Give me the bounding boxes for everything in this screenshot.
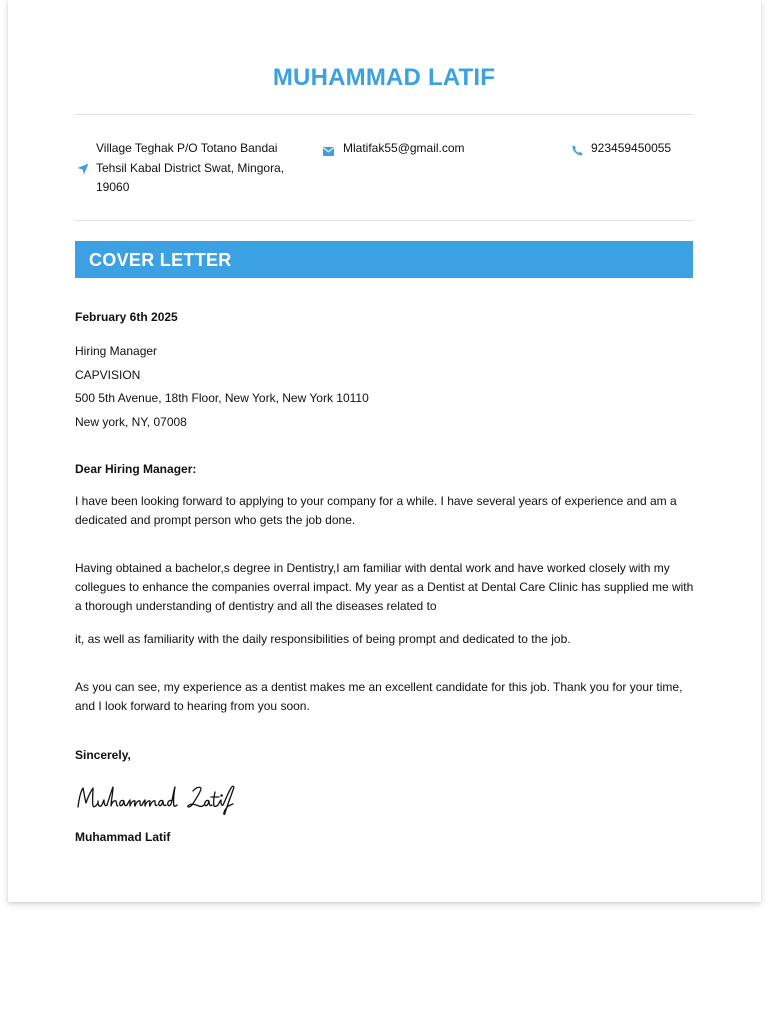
- envelope-icon: [323, 143, 334, 163]
- address-line-2: Tehsil Kabal District Swat, Mingora,: [96, 160, 285, 175]
- contact-phone[interactable]: [572, 139, 671, 159]
- header-divider-top: [75, 114, 693, 115]
- applicant-name: MUHAMMAD LATIF: [272, 64, 496, 91]
- signer-name: Muhammad Latif: [75, 830, 171, 844]
- recipient-block: [75, 340, 697, 435]
- location-arrow-icon: [77, 162, 89, 182]
- letter-date: February 6th 2025: [75, 310, 178, 324]
- phone-number[interactable]: 923459450055: [591, 141, 672, 155]
- recipient-line: Hiring Manager: [75, 344, 158, 358]
- document-page: [8, 0, 761, 902]
- contact-address: [75, 139, 315, 198]
- section-banner: [75, 241, 693, 278]
- phone-icon: [572, 143, 583, 163]
- recipient-line: New york, NY, 07008: [75, 415, 187, 430]
- salutation: Dear Hiring Manager:: [75, 462, 197, 476]
- section-title: COVER LETTER: [89, 250, 232, 270]
- recipient-line: CAPVISION: [75, 367, 141, 382]
- letter-paragraph: Having obtained a bachelor,s degree in Dentistry,I am familiar with dental work and have worked closely with my collegues to enhance the companies overral impact. My year as a Dentist at Dental Care Clinic has supplied me with a thorough understanding of dentistry and all the diseases related to: [75, 561, 694, 613]
- email-address[interactable]: Mlatifak55@gmail.com: [343, 141, 465, 155]
- letter-paragraph: I have been looking forward to applying to your company for a while. I have several years of experience and am a dedicated and prompt person who gets the job done.: [75, 494, 677, 527]
- closing: Sincerely,: [75, 748, 131, 762]
- recipient-line: 500 5th Avenue, 18th Floor, New York, New York 10110: [75, 391, 369, 406]
- handwritten-signature: [75, 779, 275, 819]
- contact-email[interactable]: [323, 139, 465, 159]
- address-line-1: Village Teghak P/O Totano Bandai: [96, 141, 278, 155]
- header-divider-bottom: [75, 220, 693, 221]
- letter-paragraph: As you can see, my experience as a dentist makes me an excellent candidate for this job. Thank you for your time, and I look forward to hearing from you soon.: [75, 680, 683, 713]
- letter-paragraph: it, as well as familiarity with the daily responsibilities of being prompt and dedicated to the job.: [75, 632, 571, 646]
- address-line-3: 19060: [96, 180, 130, 194]
